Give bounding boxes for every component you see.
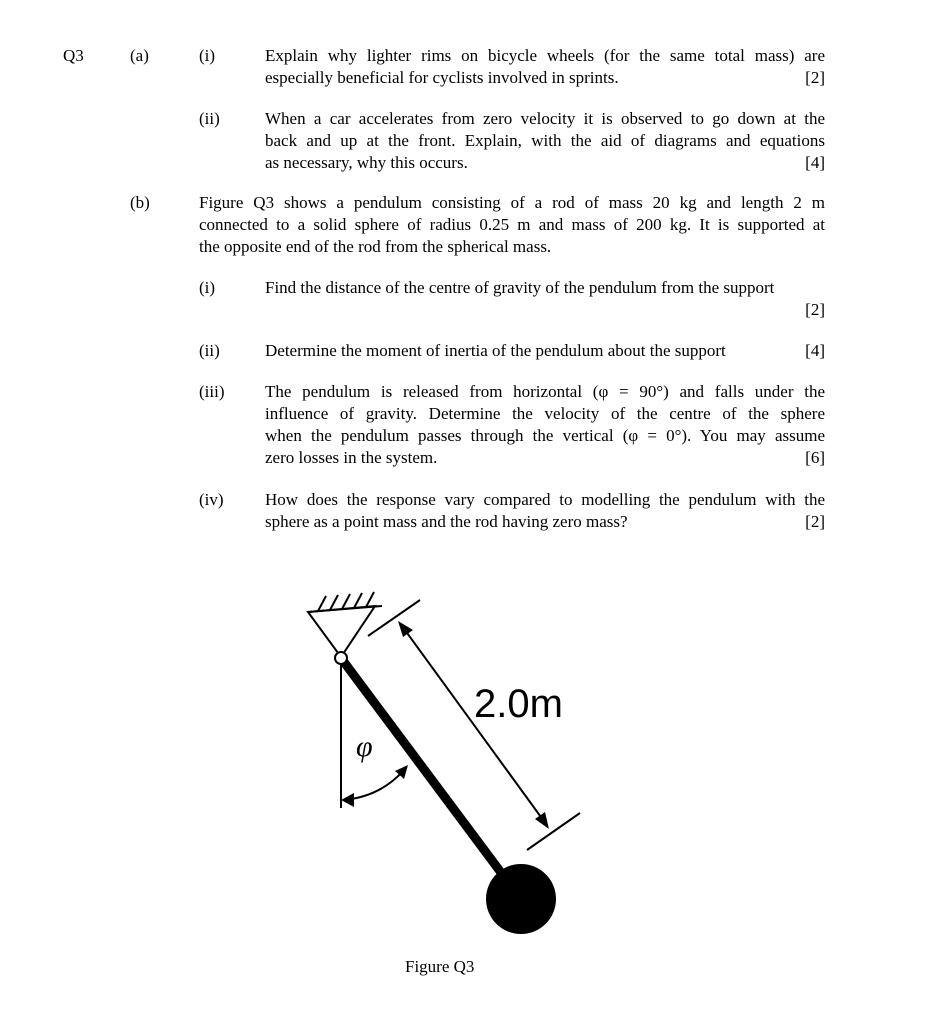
subpart-b-iv-label: (iv) [199, 490, 224, 509]
text-b-iv-line-1: How does the response vary compared to modelling the pendulum with the [265, 490, 825, 509]
text-b-iv-line-2: sphere as a point mass and the rod having zero mass? [265, 512, 628, 531]
text-b-iii-line-1: The pendulum is released from horizontal (φ = 90°) and falls under the [265, 382, 825, 401]
subpart-a-i-label: (i) [199, 46, 216, 65]
text-b-intro-line-2: connected to a solid sphere of radius 0.25 m and mass of 200 kg. It is supported at [199, 215, 825, 234]
dimension-arrowhead-top [398, 621, 413, 637]
angle-arrowhead-left [341, 793, 354, 807]
rod-length-label: 2.0m [474, 682, 563, 726]
text-b-ii-line-1: Determine the moment of inertia of the pendulum about the support [265, 341, 726, 360]
part-a-label: (a) [130, 46, 149, 65]
text-b-iii-line-3: when the pendulum passes through the vertical (φ = 0°). You may assume [265, 426, 825, 445]
text-a-i-line-2: especially beneficial for cyclists involved in sprints. [265, 68, 619, 87]
pivot-point [335, 652, 347, 664]
marks-b-i: [2] [805, 300, 825, 319]
marks-a-i: [2] [805, 68, 825, 87]
text-b-intro-line-1: Figure Q3 shows a pendulum consisting of a rod of mass 20 kg and length 2 m [199, 193, 825, 212]
text-b-iii-line-4: zero losses in the system. [265, 448, 438, 467]
text-a-ii-line-1: When a car accelerates from zero velocity it is observed to go down at the [265, 109, 825, 128]
text-a-ii-line-2: back and up at the front. Explain, with the aid of diagrams and equations [265, 131, 825, 150]
subpart-b-ii-label: (ii) [199, 341, 220, 360]
marks-b-ii: [4] [805, 341, 825, 360]
part-b-label: (b) [130, 193, 150, 212]
subpart-a-ii-label: (ii) [199, 109, 220, 128]
subpart-b-iii-label: (iii) [199, 382, 225, 401]
support-triangle [308, 606, 375, 657]
marks-b-iv: [2] [805, 512, 825, 531]
question-number: Q3 [63, 46, 84, 65]
text-b-iii-line-2: influence of gravity. Determine the velocity of the centre of the sphere [265, 404, 825, 423]
text-b-i-line-1: Find the distance of the centre of gravity of the pendulum from the support [265, 278, 775, 297]
figure-caption: Figure Q3 [405, 957, 475, 976]
pendulum-sphere [486, 864, 556, 934]
dimension-arrowhead-bottom [535, 812, 549, 829]
marks-a-ii: [4] [805, 153, 825, 172]
angle-symbol: φ [356, 730, 373, 763]
text-a-i-line-1: Explain why lighter rims on bicycle wheels (for the same total mass) are [265, 46, 825, 65]
subpart-b-i-label: (i) [199, 278, 216, 297]
dimension-extension-bottom [527, 813, 580, 850]
text-a-ii-line-3: as necessary, why this occurs. [265, 153, 468, 172]
marks-b-iii: [6] [805, 448, 825, 467]
text-b-intro-line-3: the opposite end of the rod from the spherical mass. [199, 237, 552, 256]
